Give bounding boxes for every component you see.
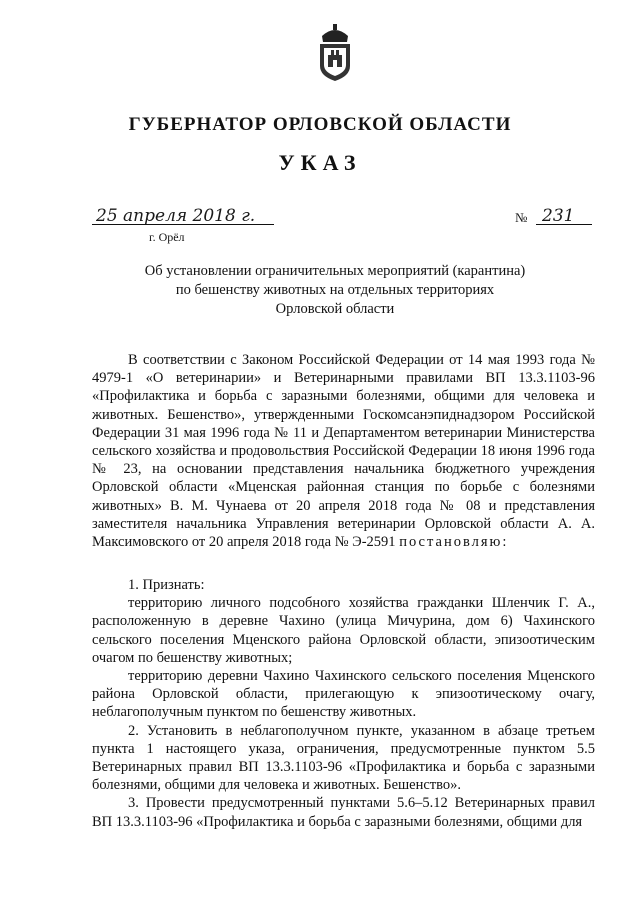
item-1-title: 1. Признать: bbox=[128, 577, 205, 593]
items-block bbox=[92, 576, 595, 831]
number-label: № bbox=[515, 210, 528, 225]
heading-line: по бешенству животных на отдельных территориях bbox=[175, 282, 495, 298]
item-1a: территорию личного подсобного хозяйства гражданки Шленчик Г. А., расположенную в деревне Чахино (улица Мичурина, дом 6) Чахинского сельского поселения Мценского района Орловской области, эпизоотическим очагом по бешенству животных; bbox=[92, 595, 595, 666]
preamble-text: В соответствии с Законом Российской Федерации от 14 мая 1993 года № 4979-1 «О ветеринарии» и Ветеринарными правилами ВП 13.3.1103-96 «Профилактика и борьба с заразными болезнями, общими для человека и животных. Бешенство», утвержденными Госкомсанэпиднадзором Российской Федерации 31 мая 1996 года № 11 и Департаментом ветеринарии Министерства сельского хозяйства и продовольствия Российской Федерации 18 июня 1996 года № 23, на основании представления начальника бюджетного учреждения Орловской области «Мценская районная станция по борьбе с болезнями животных» В. М. Чунаева от 20 апреля 2018 года № 08 и представления заместителя начальника Управления ветеринарии Орловской области А. А. Максимовского от 20 апреля 2018 года № Э-2591 bbox=[92, 352, 595, 551]
decree-word: постановляю: bbox=[399, 534, 509, 551]
city: г. Орёл bbox=[149, 230, 185, 244]
handwritten-date: 25 апреля 2018 г. bbox=[96, 206, 256, 226]
preamble-paragraph bbox=[92, 351, 595, 551]
document-type: УКАЗ bbox=[278, 150, 362, 175]
coat-of-arms-icon bbox=[314, 22, 356, 82]
item-3: 3. Провести предусмотренный пунктами 5.6–5.12 Ветеринарных правил ВП 13.3.1103-96 «Профилактика и борьба с заразными болезнями, общими для bbox=[92, 795, 595, 830]
issuer-title: ГУБЕРНАТОР ОРЛОВСКОЙ ОБЛАСТИ bbox=[128, 114, 512, 135]
heading-line: Орловской области bbox=[275, 301, 395, 317]
item-2: 2. Установить в неблагополучном пункте, указанном в абзаце третьем пункта 1 настоящего указа, ограничения, предусмотренные пунктом 5.5 Ветеринарных правил ВП 13.3.1103-96 «Профилактика и борьба с заразными болезнями, общими для человека и животных. Бешенство». bbox=[92, 722, 595, 794]
item-1b: территорию деревни Чахино Чахинского сельского поселения Мценского района Орловской области, прилегающую к эпизоотическому очагу, неблагополучным пунктом по бешенству животных. bbox=[92, 668, 595, 721]
preamble-block bbox=[92, 351, 595, 551]
date-underline bbox=[92, 224, 274, 225]
number-underline bbox=[536, 224, 592, 225]
heading-line: Об установлении ограничительных мероприятий (карантина) bbox=[144, 263, 526, 279]
document-heading bbox=[100, 262, 570, 319]
handwritten-number: 231 bbox=[542, 206, 575, 226]
